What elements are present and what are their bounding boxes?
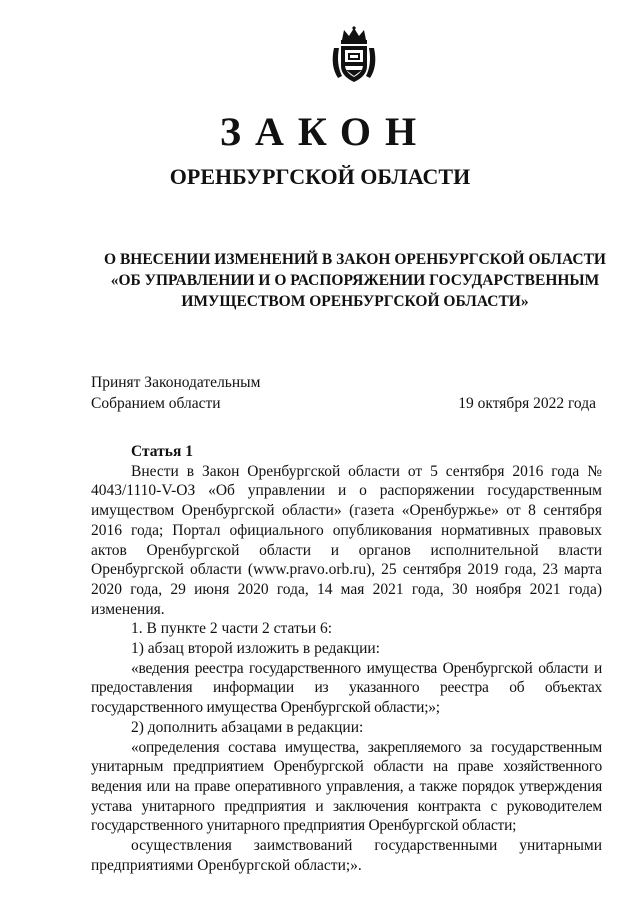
- article-heading: Статья 1: [131, 443, 193, 460]
- law-subject: [95, 249, 615, 312]
- article-paragraph: «ведения реестра государственного имущества Оренбургской области и предоставления информации из указанного реестра об объектах государственного имущества Оренбургской области;»;: [91, 659, 602, 717]
- article-paragraph: Внести в Закон Оренбургской области от 5 сентября 2016 года № 4043/1110-V-ОЗ «Об управлении и о распоряжении государственным имуществом Оренбургской области» (газета «Оренбуржье» от 8 сентября 2016 года; Портал официального опубликования нормативных правовых актов Оренбургской области и органов исполнительной власти Оренбургской области (www.pravo.orb.ru), 25 сентября 2019 года, 23 марта 2020 года, 29 июня 2020 года, 14 мая 2021 года, 30 ноября 2021 года) изменения.: [91, 462, 602, 618]
- law-title: ЗАКОН: [219, 109, 431, 154]
- article-body: [91, 442, 602, 875]
- region-name: ОРЕНБУРГСКОЙ ОБЛАСТИ: [169, 164, 471, 189]
- law-subject-line: ИМУЩЕСТВОМ ОРЕНБУРГСКОЙ ОБЛАСТИ»: [181, 293, 529, 310]
- adoption-date: 19 октября 2022 года: [458, 395, 596, 412]
- adoption-line: Собранием области: [91, 395, 221, 412]
- law-subject-line: «ОБ УПРАВЛЕНИИ И О РАСПОРЯЖЕНИИ ГОСУДАРСТВЕННЫМ: [110, 272, 600, 289]
- adoption-line: Принят Законодательным: [91, 374, 261, 391]
- article-paragraph: «определения состава имущества, закрепляемого за государственным унитарным предприятием Оренбургской области на праве хозяйственного ведения или на праве оперативного управления, а также порядок утверждения устава унитарного предприятия и заключения контракта с руководителем государственного унитарного предприятия Оренбургской области;: [91, 738, 602, 835]
- article-paragraph: 1. В пункте 2 части 2 статьи 6:: [131, 620, 333, 638]
- article-paragraph: 1) абзац второй изложить в редакции:: [131, 640, 380, 658]
- article-paragraph: 2) дополнить абзацами в редакции:: [131, 718, 364, 736]
- orenburg-coat-of-arms-icon: [326, 26, 382, 84]
- adoption-body: [91, 372, 260, 414]
- article-paragraph: осуществления заимствований государственными унитарными предприятиями Оренбургской области;».: [91, 837, 602, 874]
- law-subject-line: О ВНЕСЕНИИ ИЗМЕНЕНИЙ В ЗАКОН ОРЕНБУРГСКОЙ ОБЛАСТИ: [104, 251, 606, 268]
